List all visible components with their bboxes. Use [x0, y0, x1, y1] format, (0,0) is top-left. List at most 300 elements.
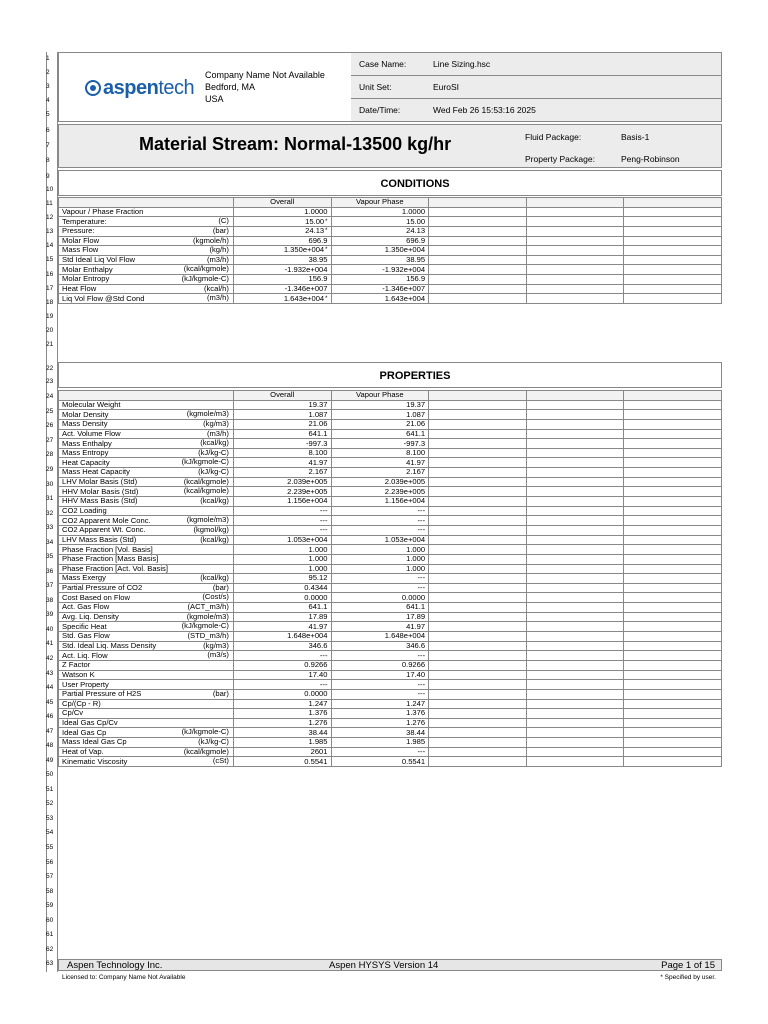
row-label: Partial Pressure of H2S — [62, 689, 142, 699]
table-row — [59, 477, 722, 487]
overall-value: 19.37 — [308, 400, 328, 409]
empty-cell — [526, 747, 624, 757]
column-header-row — [59, 198, 722, 208]
empty-cell — [526, 535, 624, 545]
empty-cell — [624, 545, 722, 555]
empty-cell — [429, 612, 527, 622]
empty-cell — [624, 400, 722, 410]
empty-cell — [526, 545, 624, 555]
row-unit: (m3/h) — [206, 293, 229, 303]
empty-cell — [526, 419, 624, 429]
fluid-package-label: Fluid Package: — [525, 132, 582, 142]
row-label: HHV Mass Basis (Std) — [62, 496, 138, 506]
row-number: 26 — [46, 422, 54, 430]
empty-cell — [624, 284, 722, 294]
empty-cell — [526, 651, 624, 661]
row-unit: (bar) — [212, 689, 229, 698]
table-row — [59, 439, 722, 449]
vapour-value: --- — [331, 525, 429, 535]
empty-cell — [526, 612, 624, 622]
empty-cell — [526, 294, 624, 304]
row-label: Heat of Vap. — [62, 747, 104, 757]
empty-cell — [526, 525, 624, 535]
row-number: 62 — [46, 945, 54, 953]
vapour-value: 1.643e+004 — [331, 294, 429, 304]
empty-cell — [526, 632, 624, 642]
row-number: 35 — [46, 553, 54, 561]
empty-cell — [624, 670, 722, 680]
row-unit: (ACT_m3/h) — [187, 602, 229, 612]
row-number: 3 — [46, 83, 50, 90]
empty-cell — [526, 487, 624, 497]
overall-value: 2.039e+005 — [287, 477, 328, 487]
table-row — [59, 516, 722, 526]
vapour-value: --- — [331, 574, 429, 584]
row-number: 10 — [46, 185, 54, 193]
overall-value: 346.6 — [308, 641, 328, 650]
empty-cell — [526, 400, 624, 410]
empty-cell — [429, 410, 527, 420]
overall-value: 24.13 — [305, 226, 325, 236]
row-label: Act. Volume Flow — [62, 429, 121, 438]
row-number: 46 — [46, 713, 54, 721]
row-unit: (Cost/s) — [202, 592, 229, 602]
table-row — [59, 689, 722, 699]
table-row — [59, 226, 722, 236]
row-number: 29 — [46, 465, 54, 473]
row-unit: (kJ/kg-C) — [198, 448, 229, 457]
empty-cell — [429, 738, 527, 748]
empty-cell — [526, 660, 624, 670]
overall-value: 1.087 — [308, 409, 328, 419]
table-row — [59, 728, 722, 738]
empty-cell — [526, 458, 624, 468]
row-unit: (kcal/kgmole) — [183, 486, 229, 496]
row-label: Std. Gas Flow — [62, 631, 110, 641]
table-row — [59, 236, 722, 246]
footer-page: Page 1 of 15 — [661, 960, 715, 971]
vapour-value: -1.346e+007 — [331, 284, 429, 294]
table-row — [59, 660, 722, 670]
empty-cell — [429, 400, 527, 410]
row-number: 45 — [46, 698, 54, 706]
empty-cell — [624, 419, 722, 429]
conditions-table — [58, 197, 722, 304]
row-unit: (bar) — [212, 583, 229, 592]
overall-value: 2.167 — [308, 467, 328, 477]
overall-value: 1.000 — [308, 564, 328, 573]
empty-cell — [429, 622, 527, 632]
specified-mark: * — [325, 228, 328, 235]
empty-cell — [429, 429, 527, 439]
empty-cell — [624, 757, 722, 767]
empty-cell — [624, 622, 722, 632]
empty-cell — [624, 497, 722, 507]
table-row — [59, 757, 722, 767]
row-label: CO2 Apparent Wt. Conc. — [62, 525, 146, 535]
row-number: 61 — [46, 931, 54, 939]
row-number: 53 — [46, 814, 54, 822]
vapour-value: 1.053e+004 — [331, 535, 429, 545]
overall-value: 0.4344 — [304, 583, 328, 593]
vapour-value: 38.44 — [331, 728, 429, 738]
empty-cell — [429, 545, 527, 555]
row-label: Molar Density — [62, 409, 109, 419]
overall-value: 0.0000 — [304, 592, 328, 602]
table-row — [59, 583, 722, 593]
empty-cell — [429, 419, 527, 429]
row-label: User Property — [62, 679, 109, 689]
empty-cell — [526, 564, 624, 574]
column-header-row — [59, 391, 722, 401]
footer-version: Aspen HYSYS Version 14 — [329, 960, 439, 971]
vapour-value: 641.1 — [331, 603, 429, 613]
table-row — [59, 564, 722, 574]
empty-cell — [429, 448, 527, 458]
table-row — [59, 612, 722, 622]
row-unit: (STD_m3/h) — [187, 631, 229, 641]
row-unit: (kgmol/kg) — [193, 525, 229, 534]
overall-value: --- — [319, 515, 328, 525]
row-number: 59 — [46, 902, 54, 910]
vapour-value: 41.97 — [331, 458, 429, 468]
empty-cell — [624, 236, 722, 246]
row-unit: (kJ/kgmole-C) — [181, 274, 229, 284]
vapour-value: --- — [331, 506, 429, 516]
vapour-value: 641.1 — [331, 429, 429, 439]
row-label: Cp/Cv — [62, 708, 84, 718]
empty-cell — [429, 217, 527, 227]
row-label: Ideal Gas Cp — [62, 727, 107, 737]
row-label: LHV Molar Basis (Std) — [62, 477, 138, 487]
case-info — [351, 53, 721, 121]
row-unit: (m3/h) — [206, 429, 229, 438]
company-city: Bedford, MA — [205, 82, 256, 92]
row-unit: (m3/s) — [207, 650, 229, 660]
empty-cell — [624, 246, 722, 256]
row-unit: (kJ/kgmole-C) — [181, 457, 229, 467]
column-header: Overall — [233, 198, 331, 208]
empty-cell — [429, 468, 527, 478]
row-number: 48 — [46, 742, 54, 750]
vapour-value: --- — [331, 651, 429, 661]
row-unit: (kcal/kg) — [200, 535, 229, 544]
property-package-label: Property Package: — [525, 154, 595, 164]
empty-cell — [526, 574, 624, 584]
row-number: 58 — [46, 887, 54, 895]
empty-cell — [624, 255, 722, 265]
vapour-value: 21.06 — [331, 419, 429, 429]
row-number: 37 — [46, 582, 54, 590]
table-row — [59, 448, 722, 458]
vapour-value: 156.9 — [331, 275, 429, 285]
overall-value: -1.932e+004 — [284, 264, 328, 274]
row-number: 5 — [46, 111, 50, 118]
row-unit: (kcal/kgmole) — [183, 477, 229, 486]
overall-value: 8.100 — [308, 448, 328, 458]
report-header — [58, 52, 722, 122]
empty-cell — [429, 535, 527, 545]
table-row — [59, 487, 722, 497]
table-row — [59, 593, 722, 603]
row-unit: (C) — [218, 216, 229, 226]
row-number: 8 — [46, 156, 50, 164]
row-number: 2 — [46, 69, 50, 76]
row-number: 36 — [46, 567, 54, 575]
vapour-value: 0.5541 — [331, 757, 429, 767]
table-row — [59, 255, 722, 265]
empty-cell — [429, 458, 527, 468]
row-unit: (kg/m3) — [203, 641, 229, 650]
row-unit: (kJ/kgmole-C) — [181, 727, 229, 737]
table-row — [59, 747, 722, 757]
table-row — [59, 709, 722, 719]
overall-value: --- — [319, 679, 328, 689]
empty-cell — [429, 284, 527, 294]
table-row — [59, 265, 722, 275]
footer-company: Aspen Technology Inc. — [67, 960, 163, 971]
overall-value: 641.1 — [308, 602, 328, 612]
vapour-value: 41.97 — [331, 622, 429, 632]
empty-cell — [624, 439, 722, 449]
row-number: 41 — [46, 640, 54, 648]
vapour-value: 1.350e+004 — [331, 246, 429, 256]
table-row — [59, 275, 722, 285]
row-label: Heat Flow — [62, 284, 97, 294]
row-number: 1 — [46, 55, 50, 62]
empty-cell — [429, 487, 527, 497]
table-row — [59, 429, 722, 439]
row-number: 33 — [46, 524, 54, 532]
empty-cell — [429, 439, 527, 449]
empty-cell — [624, 699, 722, 709]
row-number: 13 — [46, 228, 54, 236]
empty-cell — [624, 506, 722, 516]
vapour-value: --- — [331, 680, 429, 690]
empty-cell — [526, 593, 624, 603]
empty-cell — [429, 226, 527, 236]
empty-cell — [624, 632, 722, 642]
vapour-value: 1.376 — [331, 709, 429, 719]
row-label: Phase Fraction [Act. Vol. Basis] — [62, 564, 168, 573]
row-number: 17 — [46, 284, 54, 292]
empty-cell — [624, 728, 722, 738]
vapour-value: --- — [331, 689, 429, 699]
row-number: 28 — [46, 451, 54, 459]
case-name-row: Case Name: Line Sizing.hsc — [351, 53, 721, 76]
empty-cell — [624, 680, 722, 690]
empty-cell — [624, 207, 722, 217]
empty-cell — [429, 603, 527, 613]
row-number: 38 — [46, 596, 54, 604]
empty-cell — [624, 660, 722, 670]
empty-cell — [624, 709, 722, 719]
empty-cell — [526, 603, 624, 613]
empty-cell — [429, 632, 527, 642]
row-number: 51 — [46, 785, 54, 793]
empty-cell — [429, 554, 527, 564]
empty-cell — [624, 294, 722, 304]
row-number: 52 — [46, 800, 54, 808]
empty-cell — [526, 226, 624, 236]
empty-cell — [624, 516, 722, 526]
vapour-value: 1.247 — [331, 699, 429, 709]
overall-value: 1.350e+004 — [283, 245, 325, 255]
row-label: Watson K — [62, 670, 95, 679]
empty-cell — [526, 410, 624, 420]
row-label: Z Factor — [62, 660, 91, 670]
vapour-value: --- — [331, 583, 429, 593]
company-country: USA — [205, 94, 224, 104]
row-number: 30 — [46, 480, 54, 488]
row-label: Molecular Weight — [62, 400, 121, 409]
row-label: Mass Flow — [62, 245, 99, 255]
table-row — [59, 699, 722, 709]
row-label: Partial Pressure of CO2 — [62, 583, 143, 593]
row-label: Kinematic Viscosity — [62, 756, 128, 766]
empty-cell — [526, 477, 624, 487]
empty-cell — [624, 217, 722, 227]
empty-cell — [429, 757, 527, 767]
table-row — [59, 670, 722, 680]
table-row — [59, 603, 722, 613]
table-row — [59, 574, 722, 584]
case-name: Line Sizing.hsc — [433, 59, 491, 69]
empty-cell — [624, 564, 722, 574]
row-label: Mass Entropy — [62, 448, 109, 458]
specified-mark: * — [325, 295, 328, 302]
specified-mark: * — [325, 218, 328, 225]
row-number: 50 — [46, 771, 54, 779]
row-number: 22 — [46, 364, 54, 372]
property-package: Peng-Robinson — [621, 154, 680, 164]
row-number: 6 — [46, 127, 50, 135]
overall-value: 17.89 — [308, 612, 328, 622]
row-number: 7 — [46, 142, 50, 149]
vapour-value: 2.167 — [331, 468, 429, 478]
row-unit: (kcal/kg) — [200, 496, 229, 506]
overall-value: 1.376 — [308, 708, 328, 718]
table-row — [59, 718, 722, 728]
aspentech-logo-icon — [85, 80, 101, 96]
empty-cell — [526, 738, 624, 748]
empty-cell — [429, 265, 527, 275]
row-number: 11 — [46, 200, 53, 208]
empty-cell — [624, 718, 722, 728]
table-row — [59, 554, 722, 564]
specified-note: * Specified by user. — [660, 974, 716, 981]
company-info — [205, 69, 325, 105]
empty-cell — [526, 265, 624, 275]
overall-value: 0.0000 — [304, 689, 328, 699]
row-unit: (kJ/kg-C) — [198, 737, 229, 747]
empty-cell — [624, 265, 722, 275]
empty-cell — [429, 294, 527, 304]
overall-value: 1.643e+004 — [283, 293, 325, 303]
vapour-value: 8.100 — [331, 448, 429, 458]
empty-cell — [624, 689, 722, 699]
overall-value: 41.97 — [308, 457, 328, 467]
empty-cell — [429, 574, 527, 584]
overall-value: 1.0000 — [304, 207, 328, 216]
row-number: 25 — [46, 407, 54, 415]
empty-cell — [526, 709, 624, 719]
vapour-value: 1.0000 — [331, 207, 429, 217]
row-number: 31 — [46, 495, 54, 503]
row-label: Molar Entropy — [62, 274, 110, 284]
empty-cell — [624, 574, 722, 584]
empty-cell — [624, 603, 722, 613]
empty-cell — [526, 689, 624, 699]
overall-value: 95.12 — [308, 573, 328, 583]
empty-cell — [624, 651, 722, 661]
empty-cell — [526, 497, 624, 507]
table-row — [59, 294, 722, 304]
row-number: 63 — [46, 960, 54, 967]
empty-cell — [624, 226, 722, 236]
overall-value: 2.239e+005 — [287, 486, 328, 496]
row-label: HHV Molar Basis (Std) — [62, 486, 139, 496]
empty-cell — [526, 728, 624, 738]
fluid-package: Basis-1 — [621, 132, 650, 142]
empty-cell — [429, 680, 527, 690]
row-number: 27 — [46, 436, 54, 444]
overall-value: 1.247 — [308, 699, 328, 708]
table-row — [59, 410, 722, 420]
row-label: Std. Ideal Liq. Mass Density — [62, 641, 157, 650]
empty-cell — [526, 207, 624, 217]
row-unit: (kcal/h) — [203, 284, 229, 293]
vapour-value: -997.3 — [331, 439, 429, 449]
column-header: Vapour Phase — [331, 198, 429, 208]
empty-cell — [429, 728, 527, 738]
row-number: 43 — [46, 669, 54, 677]
table-row — [59, 284, 722, 294]
unit-set-row: Unit Set: EuroSI — [351, 76, 721, 99]
empty-cell — [526, 583, 624, 593]
row-label: Heat Capacity — [62, 457, 110, 467]
empty-cell — [526, 506, 624, 516]
vapour-value: 15.00 — [331, 217, 429, 227]
datetime-row: Date/Time: Wed Feb 26 15:53:16 2025 — [351, 99, 721, 121]
properties-table — [58, 390, 722, 767]
empty-cell — [429, 747, 527, 757]
table-row — [59, 535, 722, 545]
row-number: 16 — [46, 270, 54, 278]
empty-cell — [526, 670, 624, 680]
table-row — [59, 458, 722, 468]
datetime: Wed Feb 26 15:53:16 2025 — [433, 105, 536, 115]
row-label: Molar Flow — [62, 236, 100, 245]
vapour-value: 17.40 — [331, 670, 429, 680]
empty-cell — [526, 680, 624, 690]
row-number: 32 — [46, 509, 54, 517]
row-number: 4 — [46, 97, 50, 104]
row-unit: (kcal/kg) — [200, 573, 229, 583]
empty-cell — [429, 670, 527, 680]
row-label: Mass Exergy — [62, 573, 106, 583]
empty-cell — [429, 275, 527, 285]
row-unit: (m3/h) — [206, 255, 229, 264]
empty-cell — [624, 583, 722, 593]
overall-value: 1.985 — [308, 737, 328, 747]
empty-cell — [624, 641, 722, 651]
row-label: Vapour / Phase Fraction — [62, 207, 144, 216]
row-label: Mass Ideal Gas Cp — [62, 737, 127, 747]
overall-value: 641.1 — [308, 429, 328, 438]
vapour-value: 24.13 — [331, 226, 429, 236]
empty-cell — [526, 236, 624, 246]
